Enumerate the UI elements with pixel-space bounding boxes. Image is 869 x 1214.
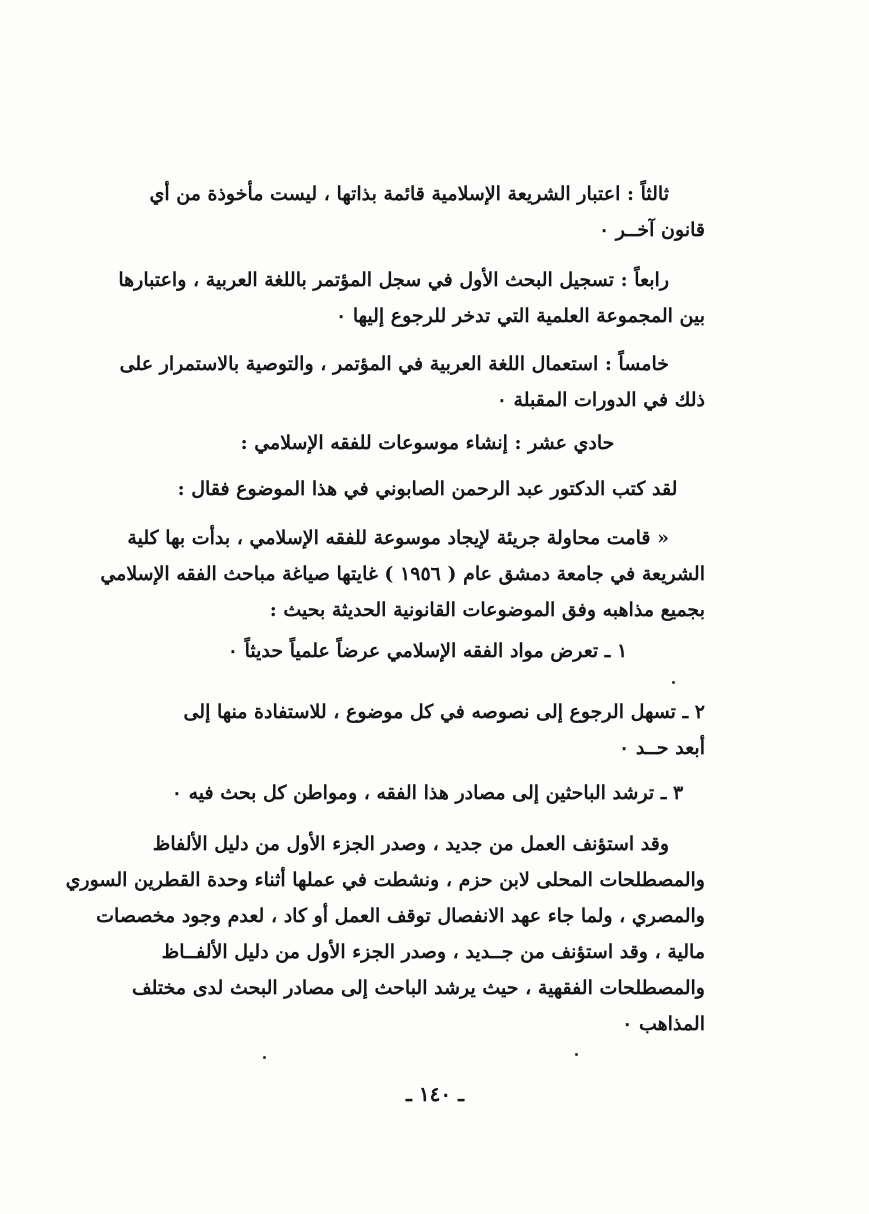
text-line: والمصطلحات المحلى لابن حزم ، ونشطت في عملها أثناء وحدة القطرين السوري [65,869,705,891]
text-line: أبعد حــد ٠ [618,737,705,759]
text-line: رابعاً : تسجيل البحث الأول في سجل المؤتمر باللغة العربية ، واعتبارها [118,269,669,291]
scan-speck [575,1053,578,1056]
text-line: قانون آخــر ٠ [598,219,705,241]
text-line: والمصطلحات الفقهية ، حيث يرشد الباحث إلى مصادر البحث لدى مختلف [131,977,705,999]
text-line: « قامت محاولة جريئة لإيجاد موسوعة للفقه الإسلامي ، بدأت بها كلية [127,527,669,549]
text-line: مالية ، وقد استؤنف من جــديد ، وصدر الجزء الأول من دليل الألفــاظ [161,941,705,963]
paragraph-fifth [119,346,705,418]
scan-speck [263,1056,266,1059]
text-line: ثالثاً : اعتبار الشريعة الإسلامية قائمة بذاتها ، ليست مأخوذة من أي [149,183,669,205]
text-line: خامساً : استعمال اللغة العربية في المؤتمر ، والتوصية بالاستمرار على [119,353,669,375]
point-one: ١ ـ تعرض مواد الفقه الإسلامي عرضاً علمياً حديثاً ٠ [227,640,628,662]
quote-paragraph [100,520,705,628]
paragraph-fourth [118,262,705,334]
text-line: والمصري ، ولما جاء عهد الانفصال توقف العمل أو كاد ، لعدم وجود مخصصات [96,905,705,927]
closing-paragraph [65,826,705,1042]
text-line: ذلك في الدورات المقبلة ٠ [496,389,705,411]
text-line: بجميع مذاهبه وفق الموضوعات القانونية الحديثة بحيث : [269,599,705,621]
scan-speck [672,681,675,684]
text-line: وقد استؤنف العمل من جديد ، وصدر الجزء الأول من دليل الألفاظ [152,833,669,855]
text-line: بين المجموعة العلمية التي تدخر للرجوع إليها ٠ [335,305,705,327]
point-two [150,694,705,766]
paragraph-third [150,176,705,248]
section-heading: حادي عشر : إنشاء موسوعات للفقه الإسلامي : [240,432,615,454]
text-line: المذاهب ٠ [622,1013,705,1035]
text-line: ٢ ـ تسهل الرجوع إلى نصوصه في كل موضوع ، للاستفادة منها إلى [183,701,705,723]
page-number: ـ ١٤٠ ـ [406,1082,464,1106]
text-line: الشريعة في جامعة دمشق عام ( ١٩٥٦ ) غايتها صياغة مباحث الفقه الإسلامي [100,563,705,585]
point-three: ٣ ـ ترشد الباحثين إلى مصادر هذا الفقه ، ومواطن كل بحث فيه ٠ [171,782,684,804]
intro-line: لقد كتب الدكتور عبد الرحمن الصابوني في هذا الموضوع فقال : [177,478,678,500]
